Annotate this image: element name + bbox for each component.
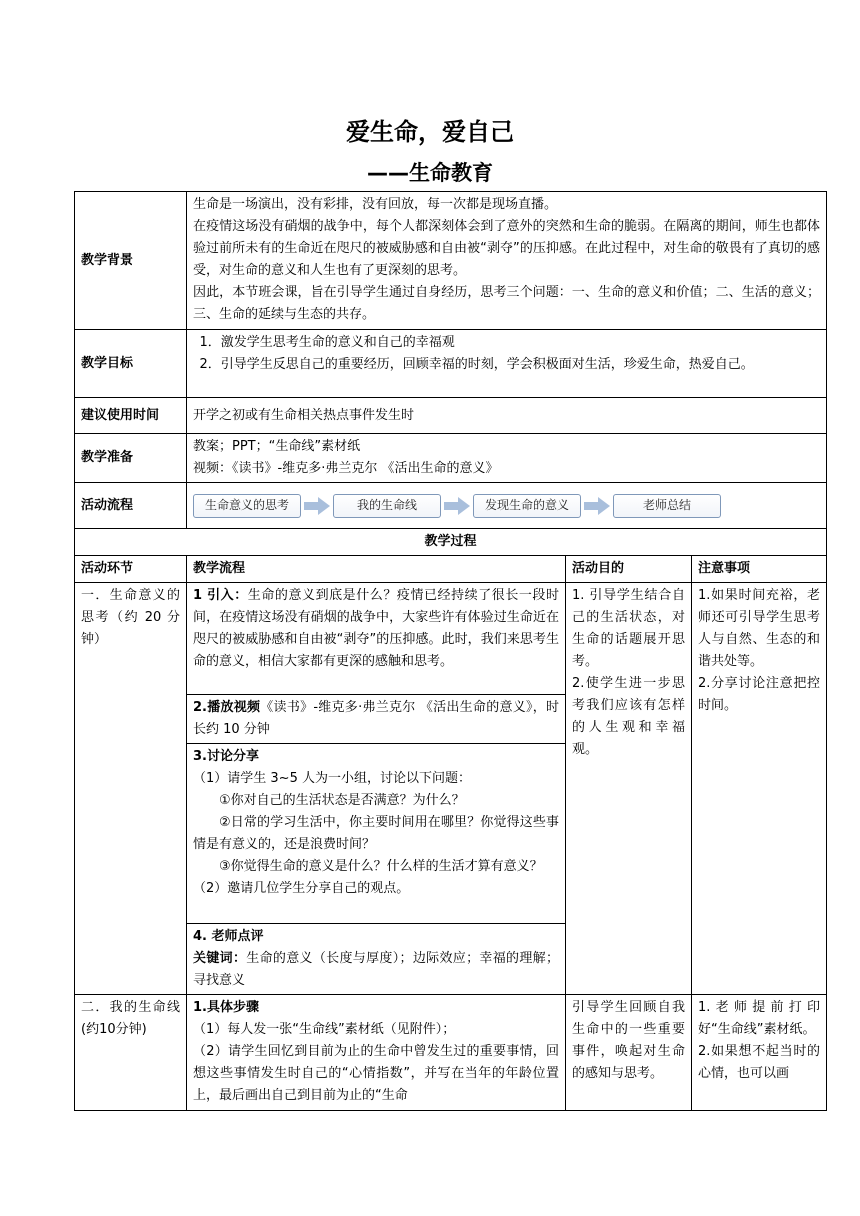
section2-steps <box>187 995 566 1111</box>
background-paragraph: 生命是一场演出，没有彩排，没有回放，每一次都是现场直播。 <box>193 197 558 212</box>
flow-step: 生命意义的思考 <box>193 494 301 518</box>
discuss-label: 3.讨论分享 <box>193 749 259 764</box>
flow-content <box>187 483 827 529</box>
flow-step: 老师总结 <box>613 494 721 518</box>
intro-label: 1 引入： <box>193 588 248 603</box>
section1-notes <box>692 583 827 995</box>
background-label: 教学背景 <box>75 192 187 330</box>
step-line: （2）请学生回忆到目前为止的生命中曾发生过的重要事情，回想这些事情发生时自己的“心情指数”，并写在当年的年龄位置上，最后画出自己到目前为止的“生命 <box>193 1044 559 1103</box>
time-label: 建议使用时间 <box>75 398 187 434</box>
background-paragraph: 在疫情这场没有硝烟的战争中，每个人都深刻体会到了意外的突然和生命的脆弱。在隔离的期间，师生也都体验过前所未有的生命近在咫尺的被威胁感和自由被“剥夺”的压抑感。在此过程中，对生命的敬畏有了真切的感受，对生命的意义和人生也有了更深刻的思考。 <box>193 219 821 278</box>
video-label: 2.播放视频 <box>193 700 261 715</box>
purpose-item: 2.使学生进一步思考我们应该有怎样的人生观和幸福观。 <box>572 676 685 757</box>
discuss-line: （2）邀请几位学生分享自己的观点。 <box>193 881 410 896</box>
arrow-right-icon <box>441 494 473 518</box>
page-subtitle: ——生命教育 <box>367 161 493 185</box>
flow-step: 我的生命线 <box>333 494 441 518</box>
section1-comment <box>187 924 566 995</box>
goal-item: 1．激发学生思考生命的意义和自己的幸福观 <box>199 335 455 350</box>
steps-label: 1.具体步骤 <box>193 1000 259 1015</box>
section2-row <box>75 995 827 1111</box>
arrow-right-icon <box>301 494 333 518</box>
process-heading-row <box>75 529 827 556</box>
column-header: 教学流程 <box>187 556 566 583</box>
activity-flow-diagram <box>193 487 820 525</box>
goals-row <box>75 330 827 398</box>
background-content <box>187 192 827 330</box>
process-header-row <box>75 556 827 583</box>
column-header: 活动目的 <box>566 556 692 583</box>
video-text: 《读书》-维克多·弗兰克尔 《活出生命的意义》，时长约 10 分钟 <box>193 700 559 737</box>
flow-step: 发现生命的意义 <box>473 494 581 518</box>
column-header: 注意事项 <box>692 556 827 583</box>
intro-text: 生命的意义到底是什么？疫情已经持续了很长一段时间，在疫情这场没有硝烟的战争中，大家些许有体验过生命近在咫尺的被威胁感和自由被“剥夺”的压抑感。此时，我们来思考生命的意义，相信大家都有更深的感触和思考。 <box>193 588 559 669</box>
note-item: 2.分享讨论注意把控时间。 <box>698 676 821 713</box>
background-row <box>75 192 827 330</box>
prep-line: 教案；PPT；“生命线”素材纸 <box>193 439 361 454</box>
section1-purpose <box>566 583 692 995</box>
section2-stage: 二．我的生命线(约10分钟) <box>75 995 187 1111</box>
flow-label: 活动流程 <box>75 483 187 529</box>
comment-label: 4. 老师点评 <box>193 929 264 944</box>
page-title: 爱生命，爱自己 <box>346 118 514 146</box>
note-item: 2.如果想不起当时的心情，也可以画 <box>698 1044 821 1081</box>
process-heading: 教学过程 <box>75 529 827 556</box>
goal-item: 2．引导学生反思自己的重要经历，回顾幸福的时刻，学会积极面对生活，珍爱生命，热爱自己。 <box>199 357 754 372</box>
section2-notes <box>692 995 827 1111</box>
goals-label: 教学目标 <box>75 330 187 398</box>
goals-content <box>187 330 827 398</box>
time-row <box>75 398 827 434</box>
column-header: 活动环节 <box>75 556 187 583</box>
background-paragraph: 因此，本节班会课，旨在引导学生通过自身经历，思考三个问题：一、生命的意义和价值；二、生活的意义；三、生命的延续与生态的共存。 <box>193 285 821 322</box>
discuss-line: ③你觉得生命的意义是什么？什么样的生活才算有意义？ <box>219 859 543 874</box>
note-item: 1.如果时间充裕，老师还可引导学生思考人与自然、生态的和谐共处等。 <box>698 588 821 669</box>
time-value: 开学之初或有生命相关热点事件发生时 <box>187 398 827 434</box>
purpose-item: 1. 引导学生结合自己的生活状态，对生命的话题展开思考。 <box>572 588 685 669</box>
section1-stage: 一．生命意义的思考（约 20 分钟） <box>75 583 187 995</box>
keywords-text: 生命的意义（长度与厚度）；边际效应；幸福的理解；寻找意义 <box>193 951 559 988</box>
arrow-right-icon <box>581 494 613 518</box>
prep-row <box>75 434 827 483</box>
prep-line: 视频：《读书》-维克多·弗兰克尔 《活出生命的意义》 <box>193 461 499 476</box>
prep-content <box>187 434 827 483</box>
section1-video <box>187 695 566 744</box>
discuss-line: ②日常的学习生活中，你主要时间用在哪里？你觉得这些事情是有意义的，还是浪费时间？ <box>193 815 559 852</box>
keywords-label: 关键词： <box>193 951 247 966</box>
section1-intro <box>187 583 566 695</box>
prep-label: 教学准备 <box>75 434 187 483</box>
discuss-line: （1）请学生 3~5 人为一小组，讨论以下问题： <box>193 771 471 786</box>
section2-purpose: 引导学生回顾自我生命中的一些重要事件，唤起对生命的感知与思考。 <box>566 995 692 1111</box>
lesson-plan-table <box>74 191 827 1111</box>
step-line: （1）每人发一张“生命线”素材纸（见附件）； <box>193 1022 456 1037</box>
section1-row <box>75 583 827 695</box>
discuss-line: ①你对自己的生活状态是否满意？为什么？ <box>219 793 465 808</box>
section1-discussion <box>187 744 566 924</box>
flow-row <box>75 483 827 529</box>
note-item: 1.老师提前打印好“生命线”素材纸。 <box>698 1000 821 1037</box>
